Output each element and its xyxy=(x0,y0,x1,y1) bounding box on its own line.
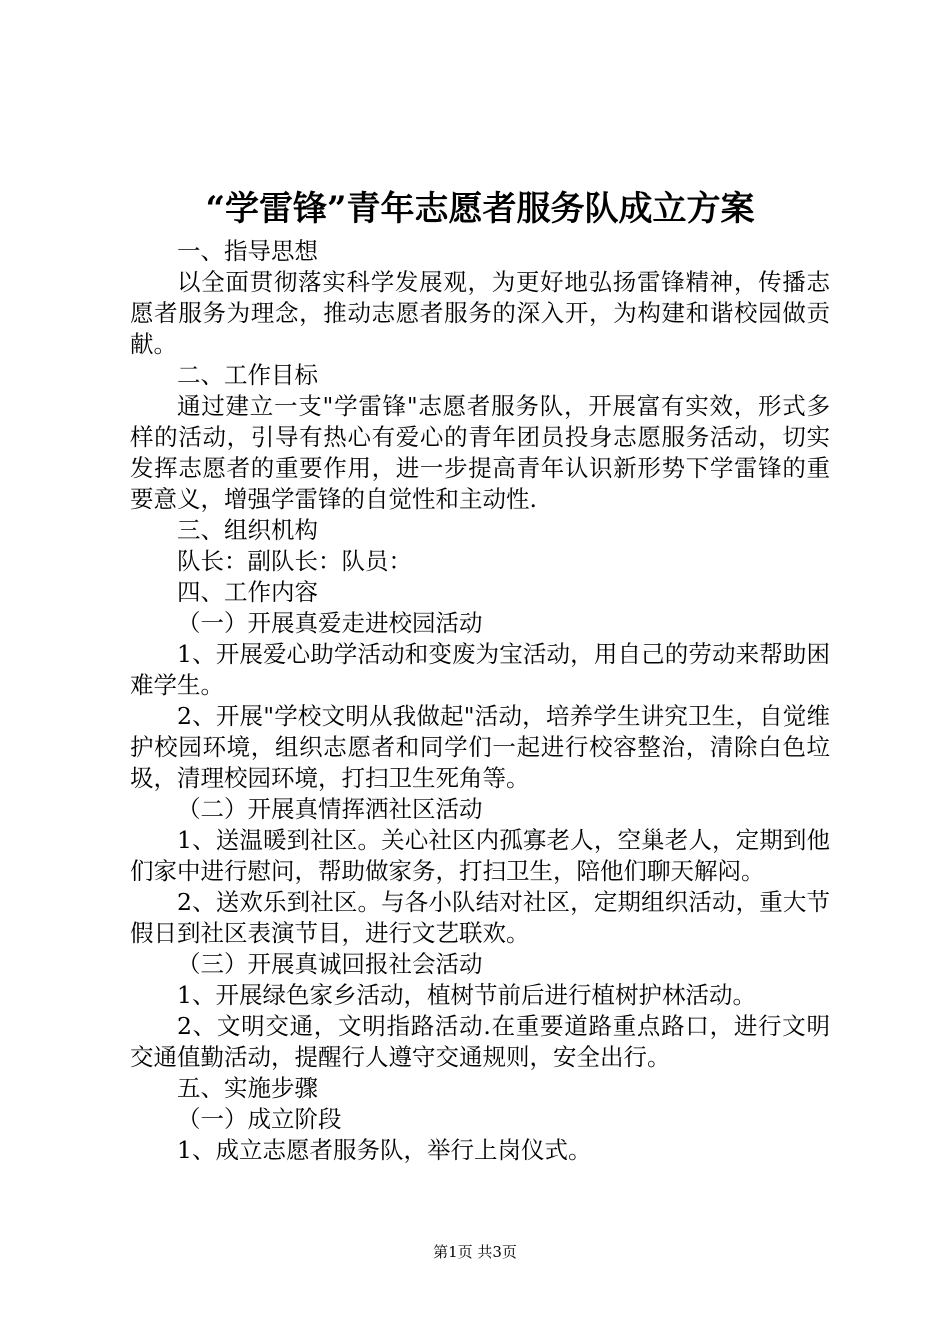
subsection-heading: （二）开展真情挥洒社区活动 xyxy=(177,795,483,823)
paragraph: 以全面贯彻落实科学发展观，为更好地弘扬雷锋精神，传播志愿者服务为理念，推动志愿者服务的深入开，为构建和谐校园做贡献。 xyxy=(130,268,830,358)
page-footer: 第1页 共3页 xyxy=(433,1243,517,1261)
document-page xyxy=(130,0,830,1344)
paragraph: 通过建立一支"学雷锋"志愿者服务队，开展富有实效，形式多样的活动，引导有热心有爱心的青年团员投身志愿服务活动，切实发挥志愿者的重要作用，进一步提高青年认识新形势下学雷锋的重要意义，增强学雷锋的自觉性和主动性. xyxy=(130,392,830,513)
paragraph: 2、送欢乐到社区。与各小队结对社区，定期组织活动，重大节假日到社区表演节目，进行文艺联欢。 xyxy=(130,888,830,947)
paragraph: 2、开展"学校文明从我做起"活动，培养学生讲究卫生，自觉维护校园环境，组织志愿者和同学们一起进行校容整治，清除白色垃圾，清理校园环境，打扫卫生死角等。 xyxy=(130,702,830,792)
paragraph: 1、送温暖到社区。关心社区内孤寡老人，空巢老人，定期到他们家中进行慰问，帮助做家务，打扫卫生，陪他们聊天解闷。 xyxy=(130,826,830,885)
paragraph: 1、开展爱心助学活动和变废为宝活动，用自己的劳动来帮助困难学生。 xyxy=(130,640,830,699)
paragraph: 队长：副队长：队员： xyxy=(177,547,412,575)
document-body xyxy=(130,236,830,1166)
section-heading-work-goals: 二、工作目标 xyxy=(177,361,318,389)
section-heading-work-content: 四、工作内容 xyxy=(177,578,318,606)
subsection-heading: （一）开展真爱走进校园活动 xyxy=(177,609,483,637)
section-heading-organization: 三、组织机构 xyxy=(177,516,318,544)
section-heading-guiding-ideology: 一、指导思想 xyxy=(177,237,318,265)
paragraph: 1、成立志愿者服务队，举行上岗仪式。 xyxy=(177,1136,592,1164)
document-title: “学雷锋”青年志愿者服务队成立方案 xyxy=(205,189,755,229)
section-heading-implementation-steps: 五、实施步骤 xyxy=(177,1074,318,1102)
paragraph: 2、文明交通，文明指路活动.在重要道路重点路口，进行文明交通值勤活动，提醒行人遵守交通规则，安全出行。 xyxy=(130,1012,830,1071)
subsection-heading: （一）成立阶段 xyxy=(177,1105,342,1133)
paragraph: 1、开展绿色家乡活动，植树节前后进行植树护林活动。 xyxy=(177,981,756,1009)
subsection-heading: （三）开展真诚回报社会活动 xyxy=(177,950,483,978)
